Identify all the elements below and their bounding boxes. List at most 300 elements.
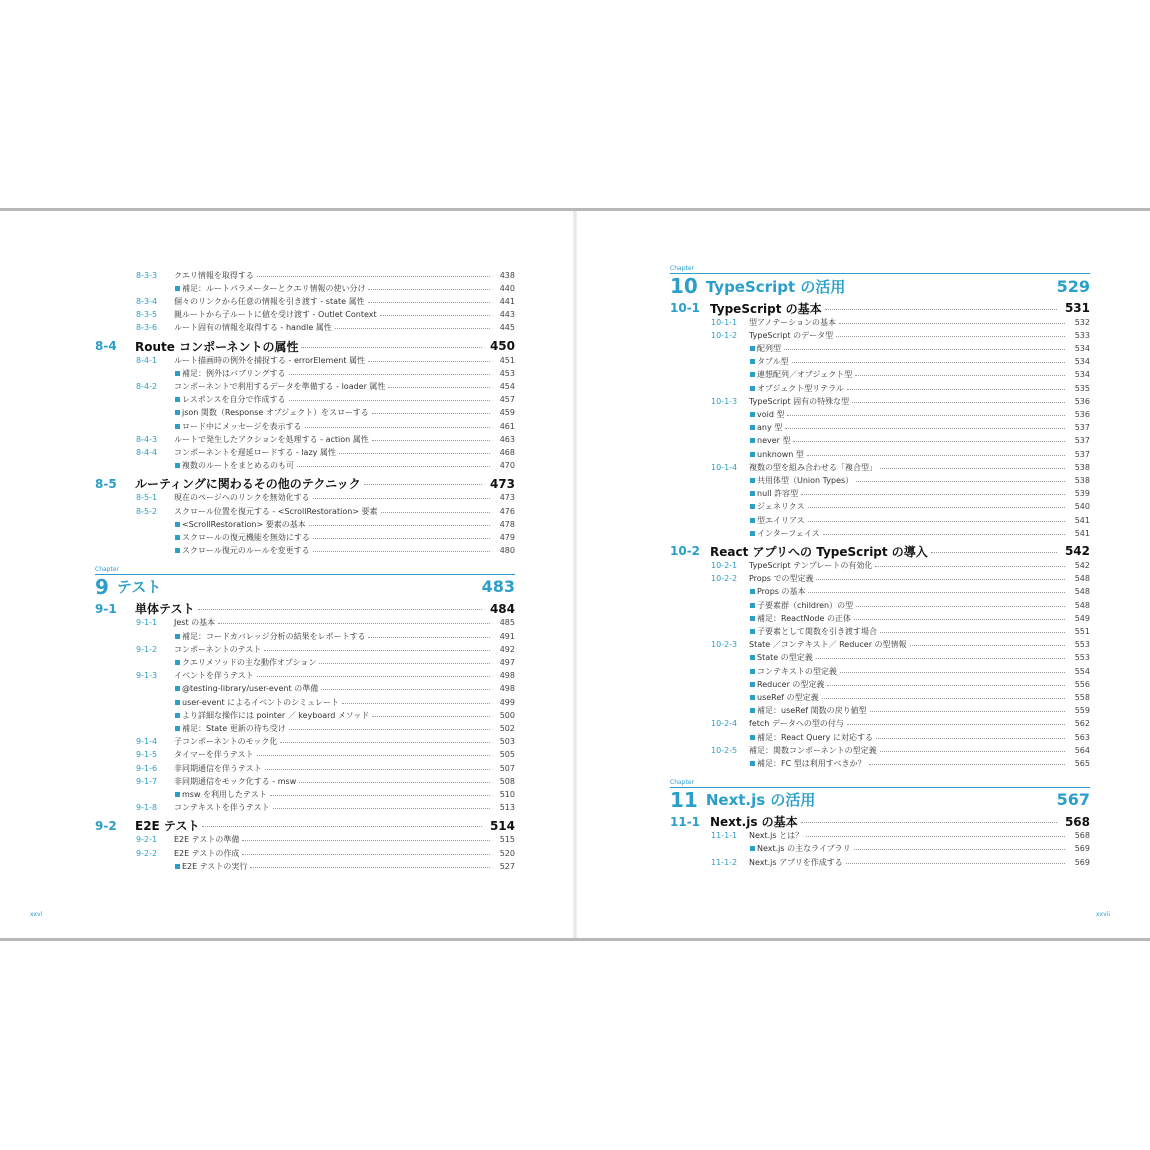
bullet-square-icon <box>750 708 755 713</box>
topic-page: 499 <box>499 697 515 707</box>
subsection-page: 553 <box>1074 640 1090 650</box>
topic-title: 配列型 <box>757 343 781 353</box>
dot-leader <box>854 619 1065 620</box>
subsection-title: 現在のページへのリンクを無効化する <box>174 493 310 503</box>
subsection-number: 10-1-4 <box>711 462 738 472</box>
topic-title: <ScrollRestoration> 要素の基本 <box>182 519 306 529</box>
subsection-number: 9-1-2 <box>136 644 158 654</box>
bullet-square-icon <box>750 735 755 740</box>
section-title: 単体テスト <box>135 602 195 617</box>
topic-title: @testing-library/user-event の準備 <box>182 684 319 694</box>
bullet-square-icon <box>750 629 755 634</box>
topic-page: 540 <box>1074 502 1090 512</box>
dot-leader <box>257 276 490 277</box>
dot-leader <box>816 658 1065 659</box>
topic-entry <box>670 488 1090 500</box>
bullet-square-icon <box>750 386 755 391</box>
bullet-square-icon <box>175 522 180 527</box>
topic-entry <box>670 652 1090 664</box>
subsection-entry <box>95 643 515 655</box>
topic-title: オブジェクト型リテラル <box>757 383 844 393</box>
dot-leader <box>855 375 1065 376</box>
section-number: 11-1 <box>670 814 701 829</box>
dot-leader <box>854 849 1065 850</box>
topic-entry <box>670 422 1090 434</box>
dot-leader <box>836 336 1065 337</box>
topic-page: 510 <box>499 789 515 799</box>
chapter-page: 567 <box>1056 790 1090 810</box>
subsection-number: 8-5-1 <box>136 493 158 503</box>
section-number: 9-2 <box>95 818 117 833</box>
subsection-entry <box>670 744 1090 756</box>
topic-title: unknown 型 <box>757 449 804 459</box>
dot-leader <box>289 374 490 375</box>
topic-page: 440 <box>499 283 515 293</box>
topic-page: 549 <box>1074 613 1090 623</box>
dot-leader <box>910 645 1065 646</box>
dot-leader <box>839 323 1065 324</box>
subsection-page: 468 <box>499 447 515 457</box>
topic-title: スクロールの復元機能を無効にする <box>182 532 310 542</box>
topic-page: 453 <box>499 368 515 378</box>
subsection-page: 473 <box>499 493 515 503</box>
section-entry <box>95 475 515 493</box>
topic-page: 461 <box>499 421 515 431</box>
topic-entry <box>95 656 515 668</box>
topic-page: 534 <box>1074 343 1090 353</box>
topic-page: 534 <box>1074 357 1090 367</box>
bullet-square-icon <box>750 846 755 851</box>
topic-page: 479 <box>499 532 515 542</box>
chapter-heading <box>670 275 1090 297</box>
subsection-entry <box>95 617 515 629</box>
dot-leader <box>931 552 1057 553</box>
subsection-title: State ／コンテキスト／ Reducer の型情報 <box>749 640 907 650</box>
subsection-page: 507 <box>499 763 515 773</box>
dot-leader <box>273 808 490 809</box>
section-page: 473 <box>489 476 515 491</box>
subsection-title: コンポーネントのテスト <box>174 644 262 654</box>
section-title: TypeScript の基本 <box>710 301 822 316</box>
subsection-page: 520 <box>499 848 515 858</box>
bullet-square-icon <box>175 686 180 691</box>
topic-title: インターフェイス <box>757 528 820 538</box>
topic-entry <box>670 342 1090 354</box>
dot-leader <box>792 362 1065 363</box>
topic-page: 470 <box>499 461 515 471</box>
subsection-number: 8-3-3 <box>136 270 158 280</box>
dot-leader <box>372 413 490 414</box>
dot-leader <box>280 742 490 743</box>
subsection-page: 451 <box>499 355 515 365</box>
subsection-title: fetch データへの型の付与 <box>749 719 844 729</box>
topic-title: 子要素群（children）の型 <box>757 600 854 610</box>
subsection-number: 8-4-1 <box>136 355 158 365</box>
subsection-page: 438 <box>499 270 515 280</box>
bullet-square-icon <box>175 864 180 869</box>
topic-entry <box>670 408 1090 420</box>
subsection-title: 親ルートから子ルートに値を受け渡す - Outlet Context <box>174 310 377 320</box>
topic-page: 538 <box>1074 475 1090 485</box>
subsection-entry <box>670 461 1090 473</box>
subsection-entry <box>670 316 1090 328</box>
subsection-number: 10-1-3 <box>711 396 738 406</box>
section-page: 450 <box>489 339 515 353</box>
topic-title: ジェネリクス <box>757 502 805 512</box>
subsection-page: 542 <box>1074 560 1090 570</box>
topic-title: null 許容型 <box>757 489 799 499</box>
topic-entry <box>95 683 515 695</box>
subsection-number: 9-1-1 <box>136 618 158 628</box>
subsection-number: 9-1-7 <box>136 776 158 786</box>
dot-leader <box>309 525 490 526</box>
subsection-number: 9-1-5 <box>136 750 158 760</box>
bullet-square-icon <box>175 634 180 639</box>
section-page: 568 <box>1064 814 1090 829</box>
topic-entry <box>670 382 1090 394</box>
topic-title: msw を利用したテスト <box>182 789 267 799</box>
dot-leader <box>380 315 490 316</box>
dot-leader <box>875 566 1065 567</box>
subsection-entry <box>670 856 1090 868</box>
bullet-square-icon <box>750 616 755 621</box>
subsection-entry <box>95 380 515 392</box>
bullet-square-icon <box>175 410 180 415</box>
subsection-title: 型アノテーションの基本 <box>749 317 837 327</box>
subsection-entry <box>95 749 515 761</box>
topic-title: 補足：例外はバブリングする <box>182 368 286 378</box>
dot-leader <box>847 389 1065 390</box>
subsection-title: Jest の基本 <box>174 618 216 628</box>
topic-entry <box>95 460 515 472</box>
dot-leader <box>822 698 1065 699</box>
topic-title: 補足：State 更新の待ち受け <box>182 723 286 733</box>
chapter-label: Chapter <box>670 778 694 786</box>
section-title: React アプリへの TypeScript の導入 <box>710 544 928 559</box>
topic-entry <box>670 678 1090 690</box>
subsection-entry <box>95 775 515 787</box>
subsection-page: 569 <box>1074 857 1090 867</box>
subsection-number: 9-1-3 <box>136 671 158 681</box>
subsection-title: イベントを伴うテスト <box>174 671 254 681</box>
dot-leader <box>808 592 1065 593</box>
bullet-square-icon <box>175 713 180 718</box>
section-entry <box>670 299 1090 317</box>
dot-leader <box>787 415 1065 416</box>
subsection-page: 498 <box>499 671 515 681</box>
topic-page: 569 <box>1074 844 1090 854</box>
subsection-entry <box>95 492 515 504</box>
dot-leader <box>816 579 1065 580</box>
subsection-title: E2E テストの準備 <box>174 835 240 845</box>
subsection-number: 11-1-1 <box>711 831 738 841</box>
topic-title: useRef の型定義 <box>757 692 819 702</box>
dot-leader <box>870 711 1065 712</box>
chapter-rule <box>95 574 515 575</box>
subsection-title: クエリ情報を取得する <box>174 270 254 280</box>
dot-leader <box>339 453 490 454</box>
topic-entry <box>670 474 1090 486</box>
dot-leader <box>856 606 1065 607</box>
topic-page: 548 <box>1074 587 1090 597</box>
subsection-title: ルートで発生したアクションを処理する - action 属性 <box>174 434 369 444</box>
subsection-number: 8-3-6 <box>136 323 158 333</box>
subsection-entry <box>95 433 515 445</box>
topic-page: 478 <box>499 519 515 529</box>
section-page: 484 <box>489 601 515 616</box>
topic-page: 563 <box>1074 732 1090 742</box>
topic-entry <box>670 369 1090 381</box>
topic-page: 537 <box>1074 436 1090 446</box>
topic-page: 536 <box>1074 409 1090 419</box>
subsection-number: 8-3-5 <box>136 310 158 320</box>
left-folio: xxvi <box>30 911 43 918</box>
bullet-square-icon <box>175 463 180 468</box>
chapter-page: 529 <box>1056 276 1090 296</box>
topic-title: ロード中にメッセージを表示する <box>182 421 302 431</box>
subsection-entry <box>95 736 515 748</box>
section-title: ルーティングに関わるその他のテクニック <box>135 477 361 492</box>
subsection-title: ルート固有の情報を取得する - handle 属性 <box>174 323 332 333</box>
topic-entry <box>95 518 515 530</box>
topic-entry <box>670 448 1090 460</box>
chapter-page: 483 <box>481 577 515 597</box>
dot-leader <box>335 328 490 329</box>
subsection-number: 8-5-2 <box>136 506 158 516</box>
subsection-entry <box>670 718 1090 730</box>
bullet-square-icon <box>750 478 755 483</box>
dot-leader <box>880 751 1065 752</box>
subsection-entry <box>670 639 1090 651</box>
topic-page: 541 <box>1074 528 1090 538</box>
subsection-title: 複数の型を組み合わせる「複合型」 <box>749 462 877 472</box>
topic-entry <box>95 367 515 379</box>
topic-entry <box>670 586 1090 598</box>
subsection-entry <box>670 830 1090 842</box>
subsection-number: 8-4-4 <box>136 447 158 457</box>
bullet-square-icon <box>175 548 180 553</box>
subsection-page: 568 <box>1074 831 1090 841</box>
subsection-page: 548 <box>1074 574 1090 584</box>
subsection-number: 10-2-1 <box>711 560 738 570</box>
section-entry <box>95 817 515 835</box>
topic-title: 補足：ReactNode の正体 <box>757 613 851 623</box>
topic-page: 498 <box>499 684 515 694</box>
bullet-square-icon <box>750 518 755 523</box>
dot-leader <box>321 689 490 690</box>
section-number: 9-1 <box>95 601 117 616</box>
topic-entry <box>95 282 515 294</box>
topic-entry <box>670 612 1090 624</box>
topic-page: 553 <box>1074 653 1090 663</box>
subsection-entry <box>95 446 515 458</box>
subsection-page: 533 <box>1074 330 1090 340</box>
bullet-square-icon <box>750 438 755 443</box>
chapter-label: Chapter <box>95 565 119 573</box>
section-entry <box>95 337 515 355</box>
subsection-number: 11-1-2 <box>711 857 738 867</box>
chapter-label: Chapter <box>670 265 694 272</box>
subsection-entry <box>95 505 515 517</box>
subsection-entry <box>95 269 515 281</box>
topic-page: 539 <box>1074 489 1090 499</box>
bullet-square-icon <box>750 452 755 457</box>
topic-title: json 関数（Response オブジェクト）をスローする <box>182 408 369 418</box>
section-number: 8-4 <box>95 339 117 353</box>
topic-entry <box>670 705 1090 717</box>
topic-title: 補足：コードカバレッジ分析の結果をレポートする <box>182 631 366 641</box>
bullet-square-icon <box>175 700 180 705</box>
topic-page: 497 <box>499 657 515 667</box>
subsection-page: 513 <box>499 803 515 813</box>
bullet-square-icon <box>175 660 180 665</box>
dot-leader <box>846 863 1065 864</box>
subsection-page: 515 <box>499 835 515 845</box>
topic-title: スクロール復元のルールを変更する <box>182 546 310 556</box>
section-title: Next.js の基本 <box>710 815 798 830</box>
dot-leader <box>305 427 490 428</box>
topic-page: 500 <box>499 710 515 720</box>
subsection-number: 9-1-4 <box>136 737 158 747</box>
topic-title: タプル型 <box>757 357 789 367</box>
chapter-number: 11 <box>670 787 698 812</box>
subsection-page: 485 <box>499 618 515 628</box>
subsection-page: 492 <box>499 644 515 654</box>
dot-leader <box>289 400 490 401</box>
subsection-page: 476 <box>499 506 515 516</box>
topic-entry <box>95 696 515 708</box>
dot-leader <box>301 347 482 348</box>
bullet-square-icon <box>175 397 180 402</box>
dot-leader <box>297 466 490 467</box>
subsection-number: 9-2-1 <box>136 835 158 845</box>
topic-title: never 型 <box>757 436 791 446</box>
dot-leader <box>319 663 490 664</box>
topic-page: 554 <box>1074 666 1090 676</box>
topic-entry <box>670 843 1090 855</box>
subsection-number: 10-2-2 <box>711 574 738 584</box>
bullet-square-icon <box>175 792 180 797</box>
chapter-title: TypeScript の活用 <box>705 277 846 296</box>
dot-leader <box>218 623 490 624</box>
topic-entry <box>670 757 1090 769</box>
dot-leader <box>250 867 490 868</box>
subsection-title: タイマーを伴うテスト <box>174 750 254 760</box>
topic-title: 補足：useRef 関数の戻り値型 <box>757 706 867 716</box>
bullet-square-icon <box>750 695 755 700</box>
dot-leader <box>793 441 1065 442</box>
dot-leader <box>364 484 482 485</box>
dot-leader <box>372 440 490 441</box>
subsection-page: 454 <box>499 381 515 391</box>
topic-entry <box>670 731 1090 743</box>
dot-leader <box>265 769 490 770</box>
subsection-number: 9-1-6 <box>136 763 158 773</box>
topic-title: Next.js の主なライブラリ <box>757 844 851 854</box>
topic-title: Props の基本 <box>757 587 806 597</box>
dot-leader <box>313 498 490 499</box>
topic-title: 補足：ルートパラメーターとクエリ情報の使い分け <box>182 283 366 293</box>
bullet-square-icon <box>750 655 755 660</box>
subsection-entry <box>670 559 1090 571</box>
bullet-square-icon <box>175 286 180 291</box>
subsection-title: コンポーネントで利用するデータを準備する - loader 属性 <box>174 381 386 391</box>
topic-page: 535 <box>1074 383 1090 393</box>
dot-leader <box>852 402 1065 403</box>
topic-entry <box>95 709 515 721</box>
subsection-page: 536 <box>1074 396 1090 406</box>
subsection-entry <box>670 395 1090 407</box>
subsection-entry <box>95 762 515 774</box>
subsection-title: 非同期通信をモック化する - msw <box>174 776 297 786</box>
topic-title: クエリメソッドの主な動作オプション <box>182 657 317 667</box>
subsection-number: 8-4-3 <box>136 434 158 444</box>
dot-leader <box>242 840 490 841</box>
topic-page: 537 <box>1074 423 1090 433</box>
subsection-title: 非同期通信を伴うテスト <box>174 763 262 773</box>
topic-entry <box>95 531 515 543</box>
topic-entry <box>95 407 515 419</box>
subsection-entry <box>95 309 515 321</box>
chapter-number: 10 <box>670 274 698 298</box>
subsection-title: 子コンポーネントのモック化 <box>174 737 278 747</box>
topic-title: State の型定義 <box>757 653 813 663</box>
subsection-title: コンポーネントを遅延ロードする - lazy 属性 <box>174 447 336 457</box>
topic-entry <box>670 527 1090 539</box>
bullet-square-icon <box>175 535 180 540</box>
dot-leader <box>785 428 1065 429</box>
dot-leader <box>198 609 482 610</box>
subsection-number: 10-1-1 <box>711 317 738 327</box>
subsection-title: Next.js アプリを作成する <box>749 857 843 867</box>
chapter-heading <box>95 576 515 598</box>
dot-leader <box>368 361 490 362</box>
subsection-entry <box>95 834 515 846</box>
subsection-page: 443 <box>499 310 515 320</box>
dot-leader <box>825 309 1057 310</box>
subsection-entry <box>95 847 515 859</box>
bullet-square-icon <box>750 425 755 430</box>
bullet-square-icon <box>750 372 755 377</box>
topic-page: 491 <box>499 631 515 641</box>
subsection-title: コンテキストを伴うテスト <box>174 803 270 813</box>
topic-title: 型エイリアス <box>757 515 805 525</box>
topic-entry <box>670 691 1090 703</box>
bullet-square-icon <box>750 346 755 351</box>
subsection-page: 564 <box>1074 745 1090 755</box>
chapter-rule <box>670 787 1090 788</box>
bullet-square-icon <box>750 504 755 509</box>
topic-title: void 型 <box>757 409 785 419</box>
topic-title: レスポンスを自分で作成する <box>182 395 286 405</box>
topic-title: 補足：FC 型は利用すべきか？ <box>757 758 866 768</box>
subsection-number: 9-2-2 <box>136 848 158 858</box>
section-number: 10-1 <box>670 301 701 315</box>
topic-page: 565 <box>1074 758 1090 768</box>
topic-page: 548 <box>1074 600 1090 610</box>
bullet-square-icon <box>750 589 755 594</box>
topic-page: 551 <box>1074 626 1090 636</box>
dot-leader <box>368 637 490 638</box>
subsection-page: 463 <box>499 434 515 444</box>
topic-page: 527 <box>499 861 515 871</box>
topic-entry <box>670 665 1090 677</box>
dot-leader <box>808 507 1065 508</box>
bullet-square-icon <box>750 531 755 536</box>
bullet-square-icon <box>750 682 755 687</box>
topic-page: 480 <box>499 546 515 556</box>
subsection-page: 505 <box>499 750 515 760</box>
